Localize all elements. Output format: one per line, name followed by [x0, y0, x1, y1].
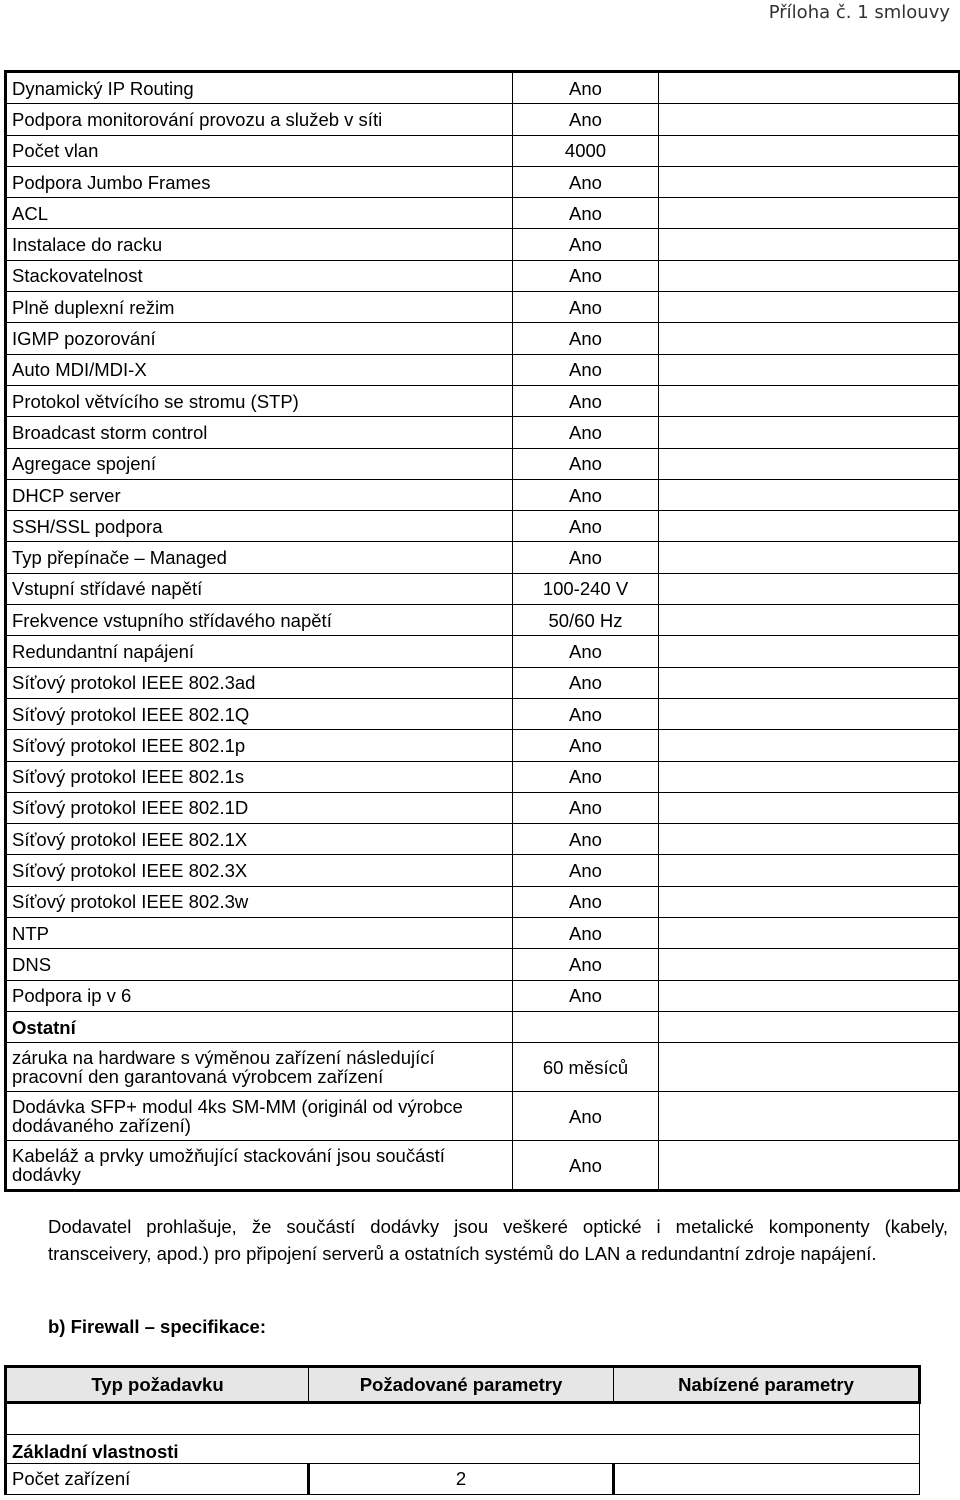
sfp-row: [6, 1092, 960, 1141]
spec-row: [6, 918, 960, 949]
spec-row: [6, 166, 960, 197]
spec-offered: [659, 698, 960, 729]
spec-offered: [659, 104, 960, 135]
spec-offered: [659, 229, 960, 260]
spec-label: Síťový protokol IEEE 802.1X: [6, 824, 513, 855]
firewall-count-row: [6, 1464, 920, 1495]
spec-value: Ano: [513, 417, 659, 448]
spec-value: 50/60 Hz: [513, 605, 659, 636]
spec-label: NTP: [6, 918, 513, 949]
spec-row: [6, 886, 960, 917]
spec-value: Ano: [513, 792, 659, 823]
spec-row: [6, 292, 960, 323]
spec-value: Ano: [513, 323, 659, 354]
sfp-value: Ano: [513, 1092, 659, 1141]
spec-table-body: [6, 72, 960, 1012]
spec-label: SSH/SSL podpora: [6, 511, 513, 542]
spec-row: [6, 730, 960, 761]
firewall-heading: b) Firewall – specifikace:: [48, 1316, 266, 1337]
spec-offered: [659, 855, 960, 886]
spec-value: Ano: [513, 385, 659, 416]
spec-offered: [659, 166, 960, 197]
firewall-section-label: Základní vlastnosti: [6, 1435, 920, 1464]
spec-value: Ano: [513, 292, 659, 323]
spec-offered: [659, 448, 960, 479]
spec-label: Síťový protokol IEEE 802.3X: [6, 855, 513, 886]
spec-row: [6, 761, 960, 792]
spec-offered: [659, 824, 960, 855]
spec-label: Síťový protokol IEEE 802.1D: [6, 792, 513, 823]
spec-value: 4000: [513, 135, 659, 166]
spec-value: Ano: [513, 698, 659, 729]
col-request-type: Typ požadavku: [6, 1367, 309, 1403]
spec-offered: [659, 573, 960, 604]
spec-offered: [659, 605, 960, 636]
spec-offered: [659, 918, 960, 949]
spec-offered: [659, 135, 960, 166]
spec-label: ACL: [6, 198, 513, 229]
spec-row: [6, 323, 960, 354]
spec-value: Ano: [513, 448, 659, 479]
spec-value: Ano: [513, 166, 659, 197]
spec-value: Ano: [513, 949, 659, 980]
spec-offered: [659, 198, 960, 229]
spec-row: [6, 198, 960, 229]
spec-label: Podpora Jumbo Frames: [6, 166, 513, 197]
spec-value: Ano: [513, 636, 659, 667]
spec-label: Auto MDI/MDI-X: [6, 354, 513, 385]
spec-row: [6, 260, 960, 291]
cabling-label: Kabeláž a prvky umožňující stackování jsou součástí dodávky: [6, 1141, 513, 1191]
spec-value: Ano: [513, 886, 659, 917]
spec-label: Síťový protokol IEEE 802.1p: [6, 730, 513, 761]
spec-value: Ano: [513, 260, 659, 291]
spec-value: Ano: [513, 824, 659, 855]
section-row: [6, 1011, 960, 1042]
spec-row: [6, 135, 960, 166]
col-required-params: Požadované parametry: [309, 1367, 614, 1403]
spec-row: [6, 354, 960, 385]
sfp-label: Dodávka SFP+ modul 4ks SM-MM (originál od výrobce dodávaného zařízení): [6, 1092, 513, 1141]
cabling-row: [6, 1141, 960, 1191]
spec-label: Broadcast storm control: [6, 417, 513, 448]
spec-offered: [659, 730, 960, 761]
spec-value: Ano: [513, 855, 659, 886]
spec-row: [6, 417, 960, 448]
spec-row: [6, 448, 960, 479]
spec-value: Ano: [513, 542, 659, 573]
spec-row: [6, 229, 960, 260]
spec-value: Ano: [513, 980, 659, 1011]
spec-label: Síťový protokol IEEE 802.1Q: [6, 698, 513, 729]
spec-row: [6, 636, 960, 667]
spec-label: Síťový protokol IEEE 802.3w: [6, 886, 513, 917]
warranty-row: [6, 1043, 960, 1092]
spec-table-extra: [6, 1011, 960, 1190]
section-label: Ostatní: [6, 1011, 513, 1042]
switch-spec-table: [4, 70, 960, 1192]
spec-label: Síťový protokol IEEE 802.3ad: [6, 667, 513, 698]
spec-offered: [659, 980, 960, 1011]
firewall-offered-cell: [614, 1464, 920, 1495]
spec-label: DNS: [6, 949, 513, 980]
spec-label: Redundantní napájení: [6, 636, 513, 667]
spec-offered: [659, 385, 960, 416]
spec-value: Ano: [513, 667, 659, 698]
firewall-count-value: 2: [309, 1464, 614, 1495]
spec-label: Agregace spojení: [6, 448, 513, 479]
spec-row: [6, 667, 960, 698]
spec-offered: [659, 479, 960, 510]
spec-value: Ano: [513, 354, 659, 385]
spec-offered: [659, 72, 960, 104]
firewall-header-row: [6, 1367, 920, 1403]
spec-offered: [659, 417, 960, 448]
attachment-header: Příloha č. 1 smlouvy: [768, 2, 950, 23]
spec-row: [6, 605, 960, 636]
spec-row: [6, 824, 960, 855]
spec-label: Podpora ip v 6: [6, 980, 513, 1011]
supplier-declaration: Dodavatel prohlašuje, že součástí dodávky jsou veškeré optické i metalické komponenty (kabely, transceivery, apod.) pro připojení serverů a ostatních systémů do LAN a redundantní zdroje napájení.: [48, 1216, 948, 1264]
spec-row: [6, 980, 960, 1011]
spec-label: Typ přepínače – Managed: [6, 542, 513, 573]
section-value: [513, 1011, 659, 1042]
spec-label: Vstupní střídavé napětí: [6, 573, 513, 604]
spec-offered: [659, 542, 960, 573]
spec-row: [6, 573, 960, 604]
spec-value: Ano: [513, 198, 659, 229]
spec-offered: [659, 260, 960, 291]
spec-offered: [659, 511, 960, 542]
spec-row: [6, 698, 960, 729]
spec-label: Plně duplexní režim: [6, 292, 513, 323]
firewall-spec-table: [4, 1365, 921, 1495]
spec-offered: [659, 949, 960, 980]
warranty-label: záruka na hardware s výměnou zařízení následující pracovní den garantovaná výrobcem zařízení: [6, 1043, 513, 1092]
spec-value: Ano: [513, 229, 659, 260]
spec-value: Ano: [513, 918, 659, 949]
spec-value: 100-240 V: [513, 573, 659, 604]
firewall-count-label: Počet zařízení: [6, 1464, 309, 1495]
spec-value: Ano: [513, 104, 659, 135]
spec-row: [6, 949, 960, 980]
col-offered-params: Nabízené parametry: [614, 1367, 920, 1403]
spec-offered: [659, 292, 960, 323]
spec-offered: [659, 323, 960, 354]
spec-label: IGMP pozorování: [6, 323, 513, 354]
spec-row: [6, 479, 960, 510]
spec-label: Stackovatelnost: [6, 260, 513, 291]
spec-label: Protokol větvícího se stromu (STP): [6, 385, 513, 416]
spec-row: [6, 542, 960, 573]
spec-offered: [659, 636, 960, 667]
spec-row: [6, 385, 960, 416]
spec-label: Frekvence vstupního střídavého napětí: [6, 605, 513, 636]
spec-offered: [659, 792, 960, 823]
spec-row: [6, 72, 960, 104]
spec-offered: [659, 761, 960, 792]
spec-row: [6, 855, 960, 886]
spec-row: [6, 104, 960, 135]
spec-offered: [659, 354, 960, 385]
spec-offered: [659, 667, 960, 698]
spec-value: Ano: [513, 761, 659, 792]
spec-row: [6, 511, 960, 542]
spec-value: Ano: [513, 479, 659, 510]
spec-label: Síťový protokol IEEE 802.1s: [6, 761, 513, 792]
spec-row: [6, 792, 960, 823]
spec-offered: [659, 886, 960, 917]
spec-label: DHCP server: [6, 479, 513, 510]
cabling-value: Ano: [513, 1141, 659, 1191]
spec-value: Ano: [513, 730, 659, 761]
spec-label: Podpora monitorování provozu a služeb v síti: [6, 104, 513, 135]
spec-label: Instalace do racku: [6, 229, 513, 260]
spec-value: Ano: [513, 72, 659, 104]
spec-label: Dynamický IP Routing: [6, 72, 513, 104]
spec-label: Počet vlan: [6, 135, 513, 166]
firewall-blank-row: [6, 1403, 920, 1435]
spec-value: Ano: [513, 511, 659, 542]
warranty-value: 60 měsíců: [513, 1043, 659, 1092]
